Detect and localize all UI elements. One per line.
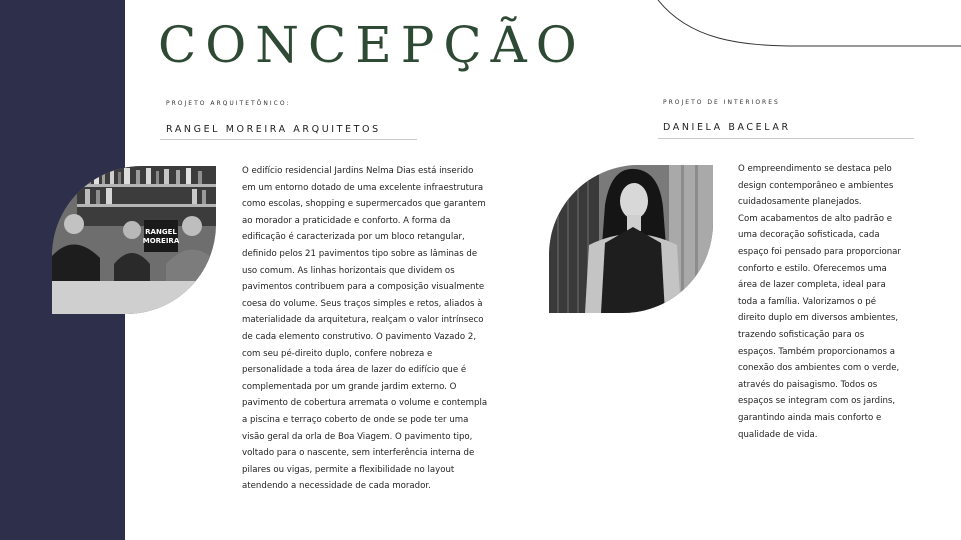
architecture-paragraph: O edifício residencial Jardins Nelma Dias está inserido em um entorno dotado de uma excelente infraestrutura como escolas, shopping e supermercados que garantem ao morador a praticidade e conforto. A forma da edificação é caracterizada por um bloco retangular, definido pelos 21 pavimentos tipo sobre as lâminas de uso comum. As linhas horizontais que dividem os pavimentos contribuem para a composição visualmente coesa do volume. Seus traços simples e retos, aliados à materialidade da arquitetura, realçam o valor intrínseco de cada elemento construtivo. O pavimento Vazado 2, com seu pé-direito duplo, confere nobreza e personalidade a toda área de lazer do edifício que é complementada por um grande jardim externo. O pavimento de cobertura arremata o volume e contempla a piscina e terraço coberto de onde se pode ter uma visão geral da orla de Boa Viagem. O pavimento tipo, voltado para o nascente, sem interferência interna de pilares ou vigas, permite a flexibilidade no layout atendendo a necessidade de cada morador. — [242, 166, 488, 492]
architecture-label: PROJETO ARQUITETÔNICO: — [166, 100, 291, 107]
designer-photo — [549, 165, 713, 313]
interiors-paragraph: O empreendimento se destaca pelo design contemporâneo e ambientes cuidadosamente planejados. Com acabamentos de alto padrão e uma decoração sofisticada, cada espaço foi pensado para proporcionar conforto e estilo. Oferecemos uma área de lazer completa, ideal para toda a família. Valorizamos o pé direito duplo em diversos ambientes, trazendo sofisticação para os espaços. Também proporcionamos a conexão dos ambientes com o verde, através do paisagismo. Todos os espaços se integram com os jardins, garantindo ainda mais conforto e qualidade de vida. — [738, 164, 901, 440]
sign-text-1: RANGEL — [145, 228, 177, 236]
architecture-divider — [160, 139, 417, 140]
interiors-label: PROJETO DE INTERIORES — [663, 99, 780, 106]
sign-text-2: MOREIRA — [142, 237, 180, 245]
interiors-name: DANIELA BACELAR — [663, 122, 791, 133]
page-title: CONCEPÇÃO — [158, 16, 586, 74]
architecture-name: RANGEL MOREIRA ARQUITETOS — [166, 124, 381, 135]
interiors-divider — [658, 138, 914, 139]
